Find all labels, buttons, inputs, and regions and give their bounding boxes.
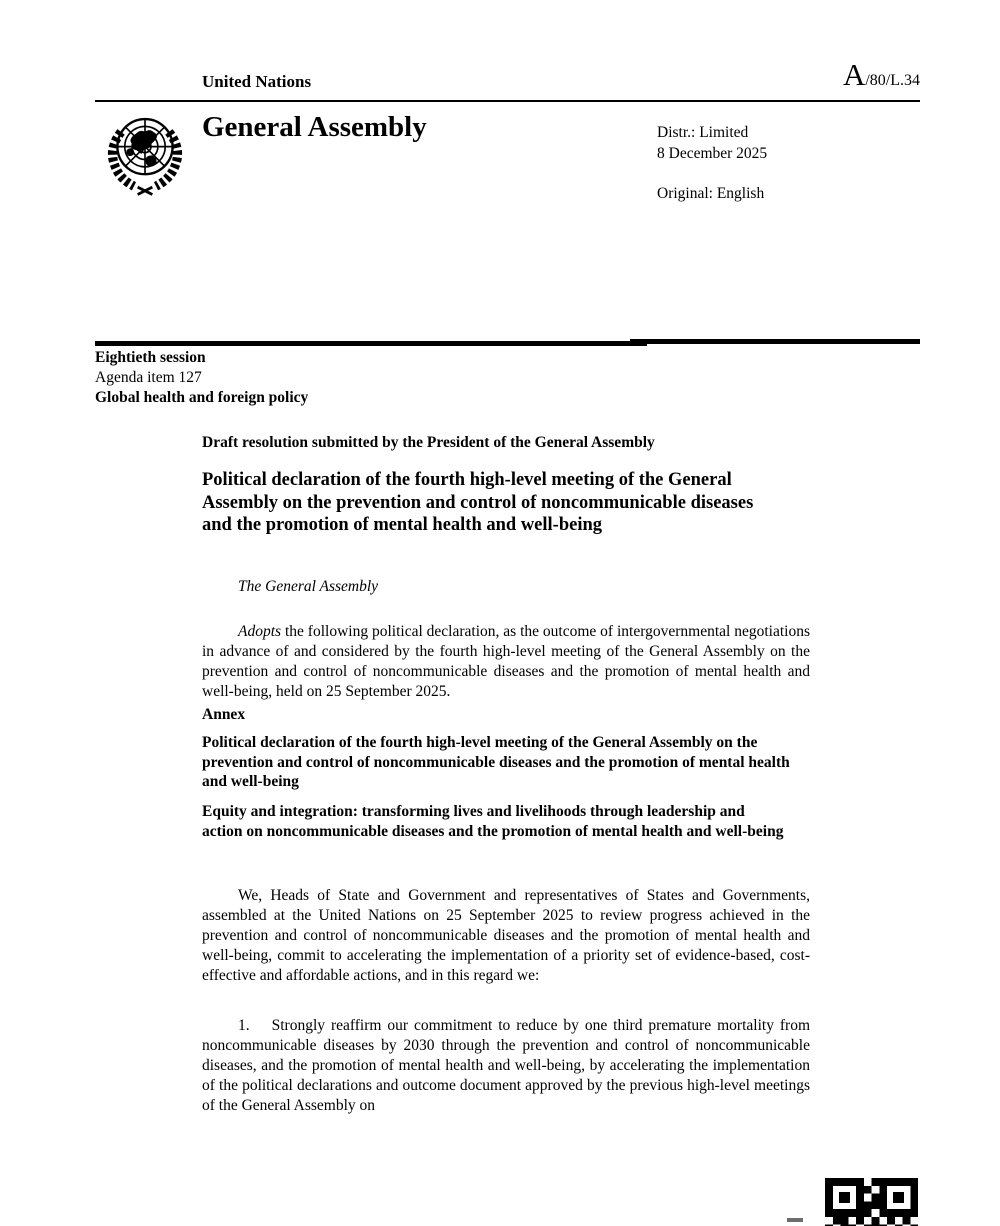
distr-block (657, 122, 767, 164)
session-block (95, 348, 308, 408)
body-name: General Assembly (202, 111, 427, 143)
doc-symbol (843, 58, 920, 92)
footer-mark-partial (787, 1218, 803, 1222)
adopts-lead-word: Adopts (238, 622, 282, 640)
paragraph-adopts (202, 622, 810, 702)
original-language-line: Original: English (657, 185, 765, 202)
masthead-rule-thick-left (95, 341, 647, 346)
session-line: Eightieth session (95, 349, 206, 366)
adopts-rest-text: the following political declaration, as the outcome of intergovernmental negotiations in advance of and considered by the fourth high-level meeting of the General Assembly on the prevention and control of noncommunicable diseases and the promotion of mental health and well-being, held on 25 September 2025. (202, 622, 810, 700)
annex-subtitle: Equity and integration: transforming lives and livelihoods through leadership and action on noncommunicable diseases and the promotion of mental health and well-being (202, 803, 784, 840)
date-line: 8 December 2025 (657, 145, 768, 162)
actor-line: The General Assembly (238, 578, 379, 595)
un-emblem-svg (99, 107, 191, 201)
doc-symbol-number: /80/L.34 (865, 72, 920, 89)
document-title: Political declaration of the fourth high-level meeting of the General Assembly on the prevention and control of noncommunicable diseases and the promotion of mental health and well-being (202, 470, 754, 535)
paragraph-we-heads: We, Heads of State and Government and representatives of States and Governments, assembled at the United Nations on 25 September 2025 to review progress achieved in the prevention and control of noncommunicable diseases and the promotion of mental health and well-being, commit to accelerating the implementation of a priority set of evidence-based, cost-effective and affordable actions, and in this regard we: (202, 886, 810, 984)
submitted-by-line: Draft resolution submitted by the President of the General Assembly (202, 434, 655, 451)
un-emblem-icon (99, 107, 191, 201)
agenda-title-line: Global health and foreign policy (95, 389, 309, 406)
doc-symbol-letter: A (842, 57, 866, 92)
org-name: United Nations (202, 72, 312, 91)
agenda-item-line: Agenda item 127 (95, 369, 202, 386)
annex-title: Political declaration of the fourth high-level meeting of the General Assembly on the prevention and control of noncommunicable diseases and the promotion of mental health and well-being (202, 734, 790, 790)
qr-code-svg (825, 1178, 918, 1226)
qr-code (825, 1178, 918, 1226)
masthead-rule-thin (95, 100, 920, 102)
annex-label: Annex (202, 706, 246, 723)
masthead-rule-thick-right (630, 339, 920, 344)
distr-line: Distr.: Limited (657, 124, 749, 141)
paragraph-1 (202, 1016, 810, 1116)
paragraph-1-text: Strongly reaffirm our commitment to reduce by one third premature mortality from noncommunicable diseases by 2030 through the prevention and control of noncommunicable diseases, and the promotion of mental health and well-being, by accelerating the implementation of the political declarations and outcome document approved by the previous high-level meetings of the General Assembly on (202, 1016, 810, 1114)
paragraph-1-number: 1. (238, 1016, 250, 1034)
